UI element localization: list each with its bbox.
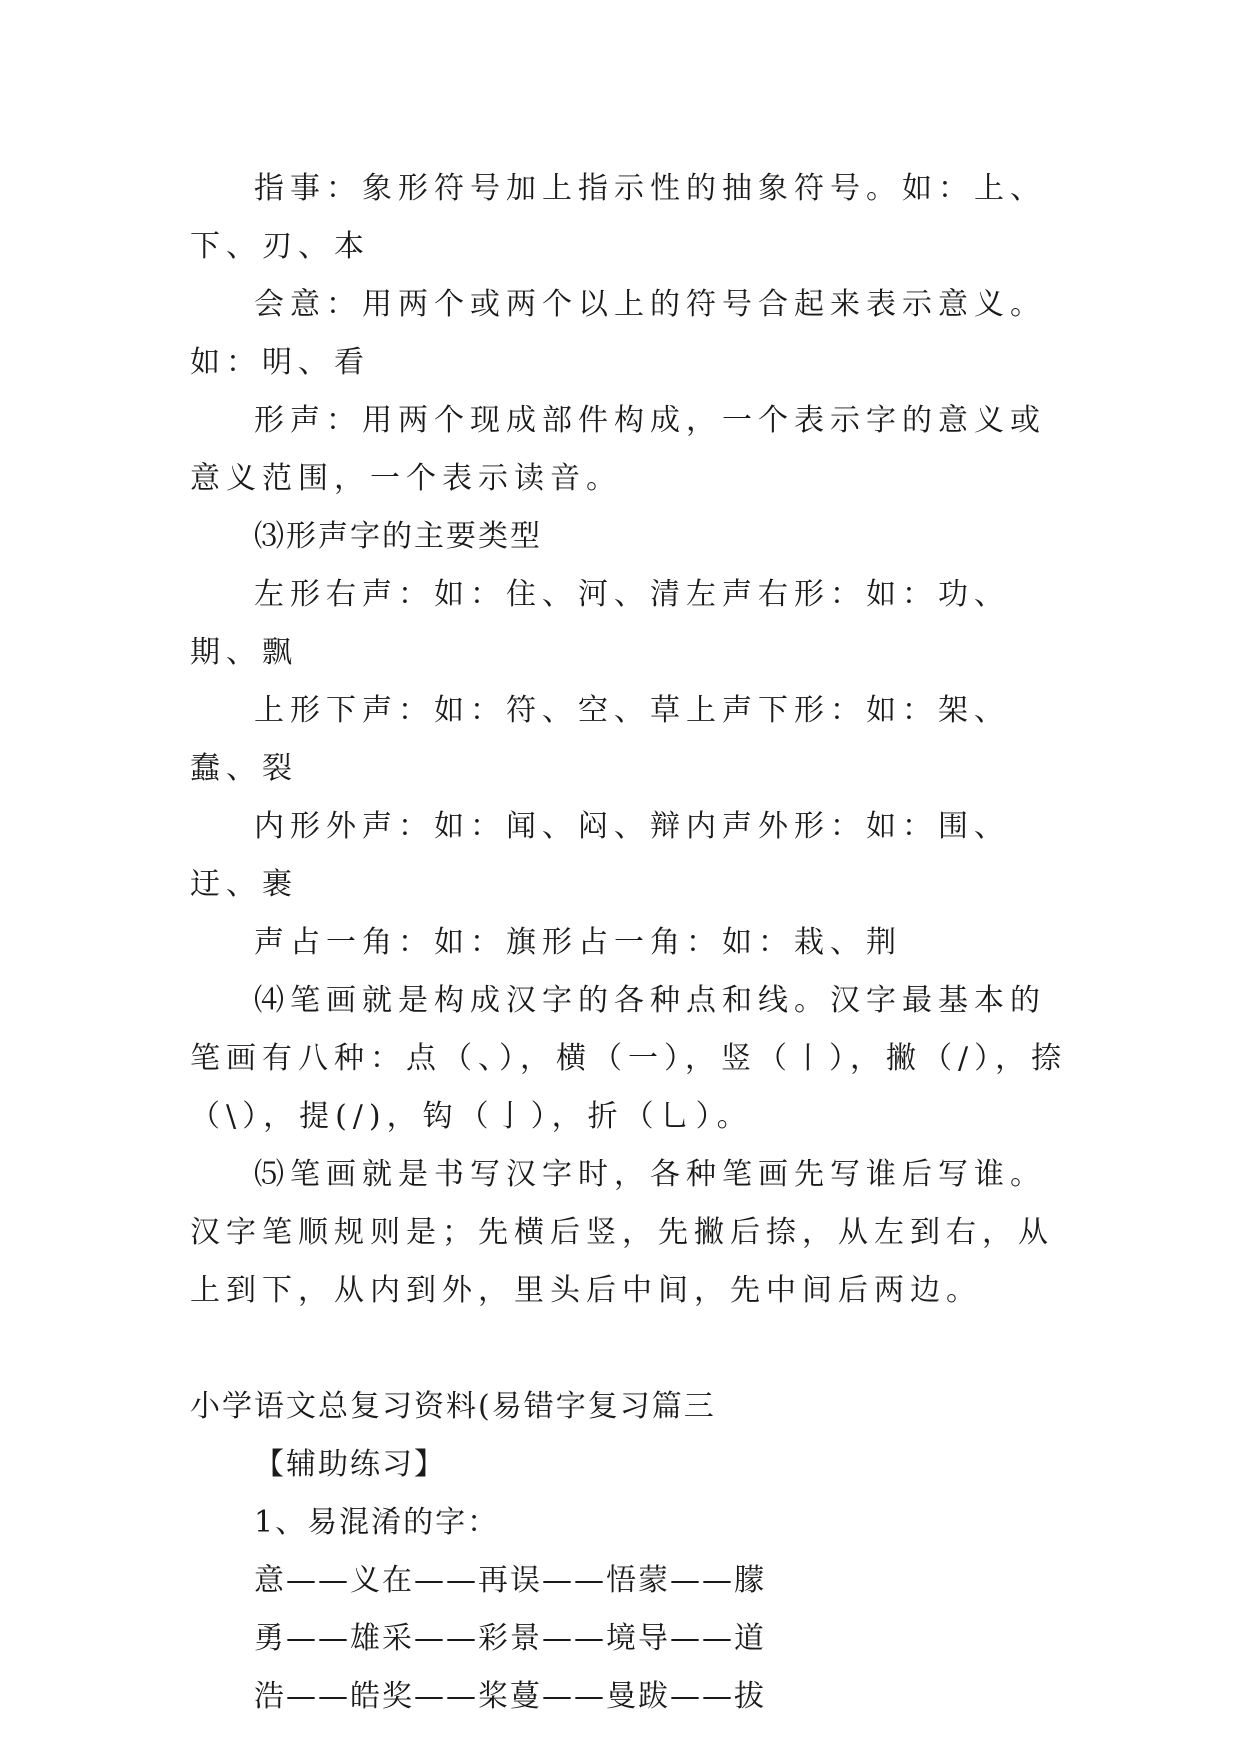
paragraph-stroke-order: ⑸笔画就是书写汉字时，各种笔画先写谁后写谁。汉字笔顺规则是；先横后竖，先撇后捺，从左到右，从上到下，从内到外，里头后中间，先中间后两边。 <box>190 1157 1054 1308</box>
section-subtitle: 【辅助练习】 <box>254 1447 446 1482</box>
type-row-inner-outer: 内形外声：如：闻、闷、辩内声外形：如：围、迂、裹 <box>190 809 1010 902</box>
paragraph-huiyi: 会意：用两个或两个以上的符号合起来表示意义。如：明、看 <box>190 287 1046 380</box>
section-title: 小学语文总复习资料(易错字复习篇三 <box>190 1389 716 1424</box>
heading-xingsheng-types: ⑶形声字的主要类型 <box>254 519 542 554</box>
document-page <box>190 160 1070 1726</box>
spacer <box>190 1320 1070 1378</box>
item-heading: 1、易混淆的字： <box>254 1505 500 1540</box>
type-row-left-right: 左形右声：如：住、河、清左声右形：如：功、期、飘 <box>190 577 1010 670</box>
paragraph-zhishi: 指事：象形符号加上指示性的抽象符号。如：上、下、刃、本 <box>190 171 1046 264</box>
confusable-row: 浩——皓奖——桨蔓——曼跋——拔 <box>254 1679 766 1714</box>
type-row-top-bottom: 上形下声：如：符、空、草上声下形：如：架、蠢、裂 <box>190 693 1010 786</box>
paragraph-strokes: ⑷笔画就是构成汉字的各种点和线。汉字最基本的笔画有八种：点（、），横（一），竖（丨），撇（/），捺（\），提(/)，钩（亅），折（乚）。 <box>190 983 1068 1134</box>
confusable-row: 勇——雄采——彩景——境导——道 <box>254 1621 766 1656</box>
confusable-row: 意——义在——再误——悟蒙——朦 <box>254 1563 766 1598</box>
type-row-corner: 声占一角：如：旗形占一角：如：栽、荆 <box>254 925 902 960</box>
paragraph-xingsheng: 形声：用两个现成部件构成，一个表示字的意义或意义范围，一个表示读音。 <box>190 403 1046 496</box>
